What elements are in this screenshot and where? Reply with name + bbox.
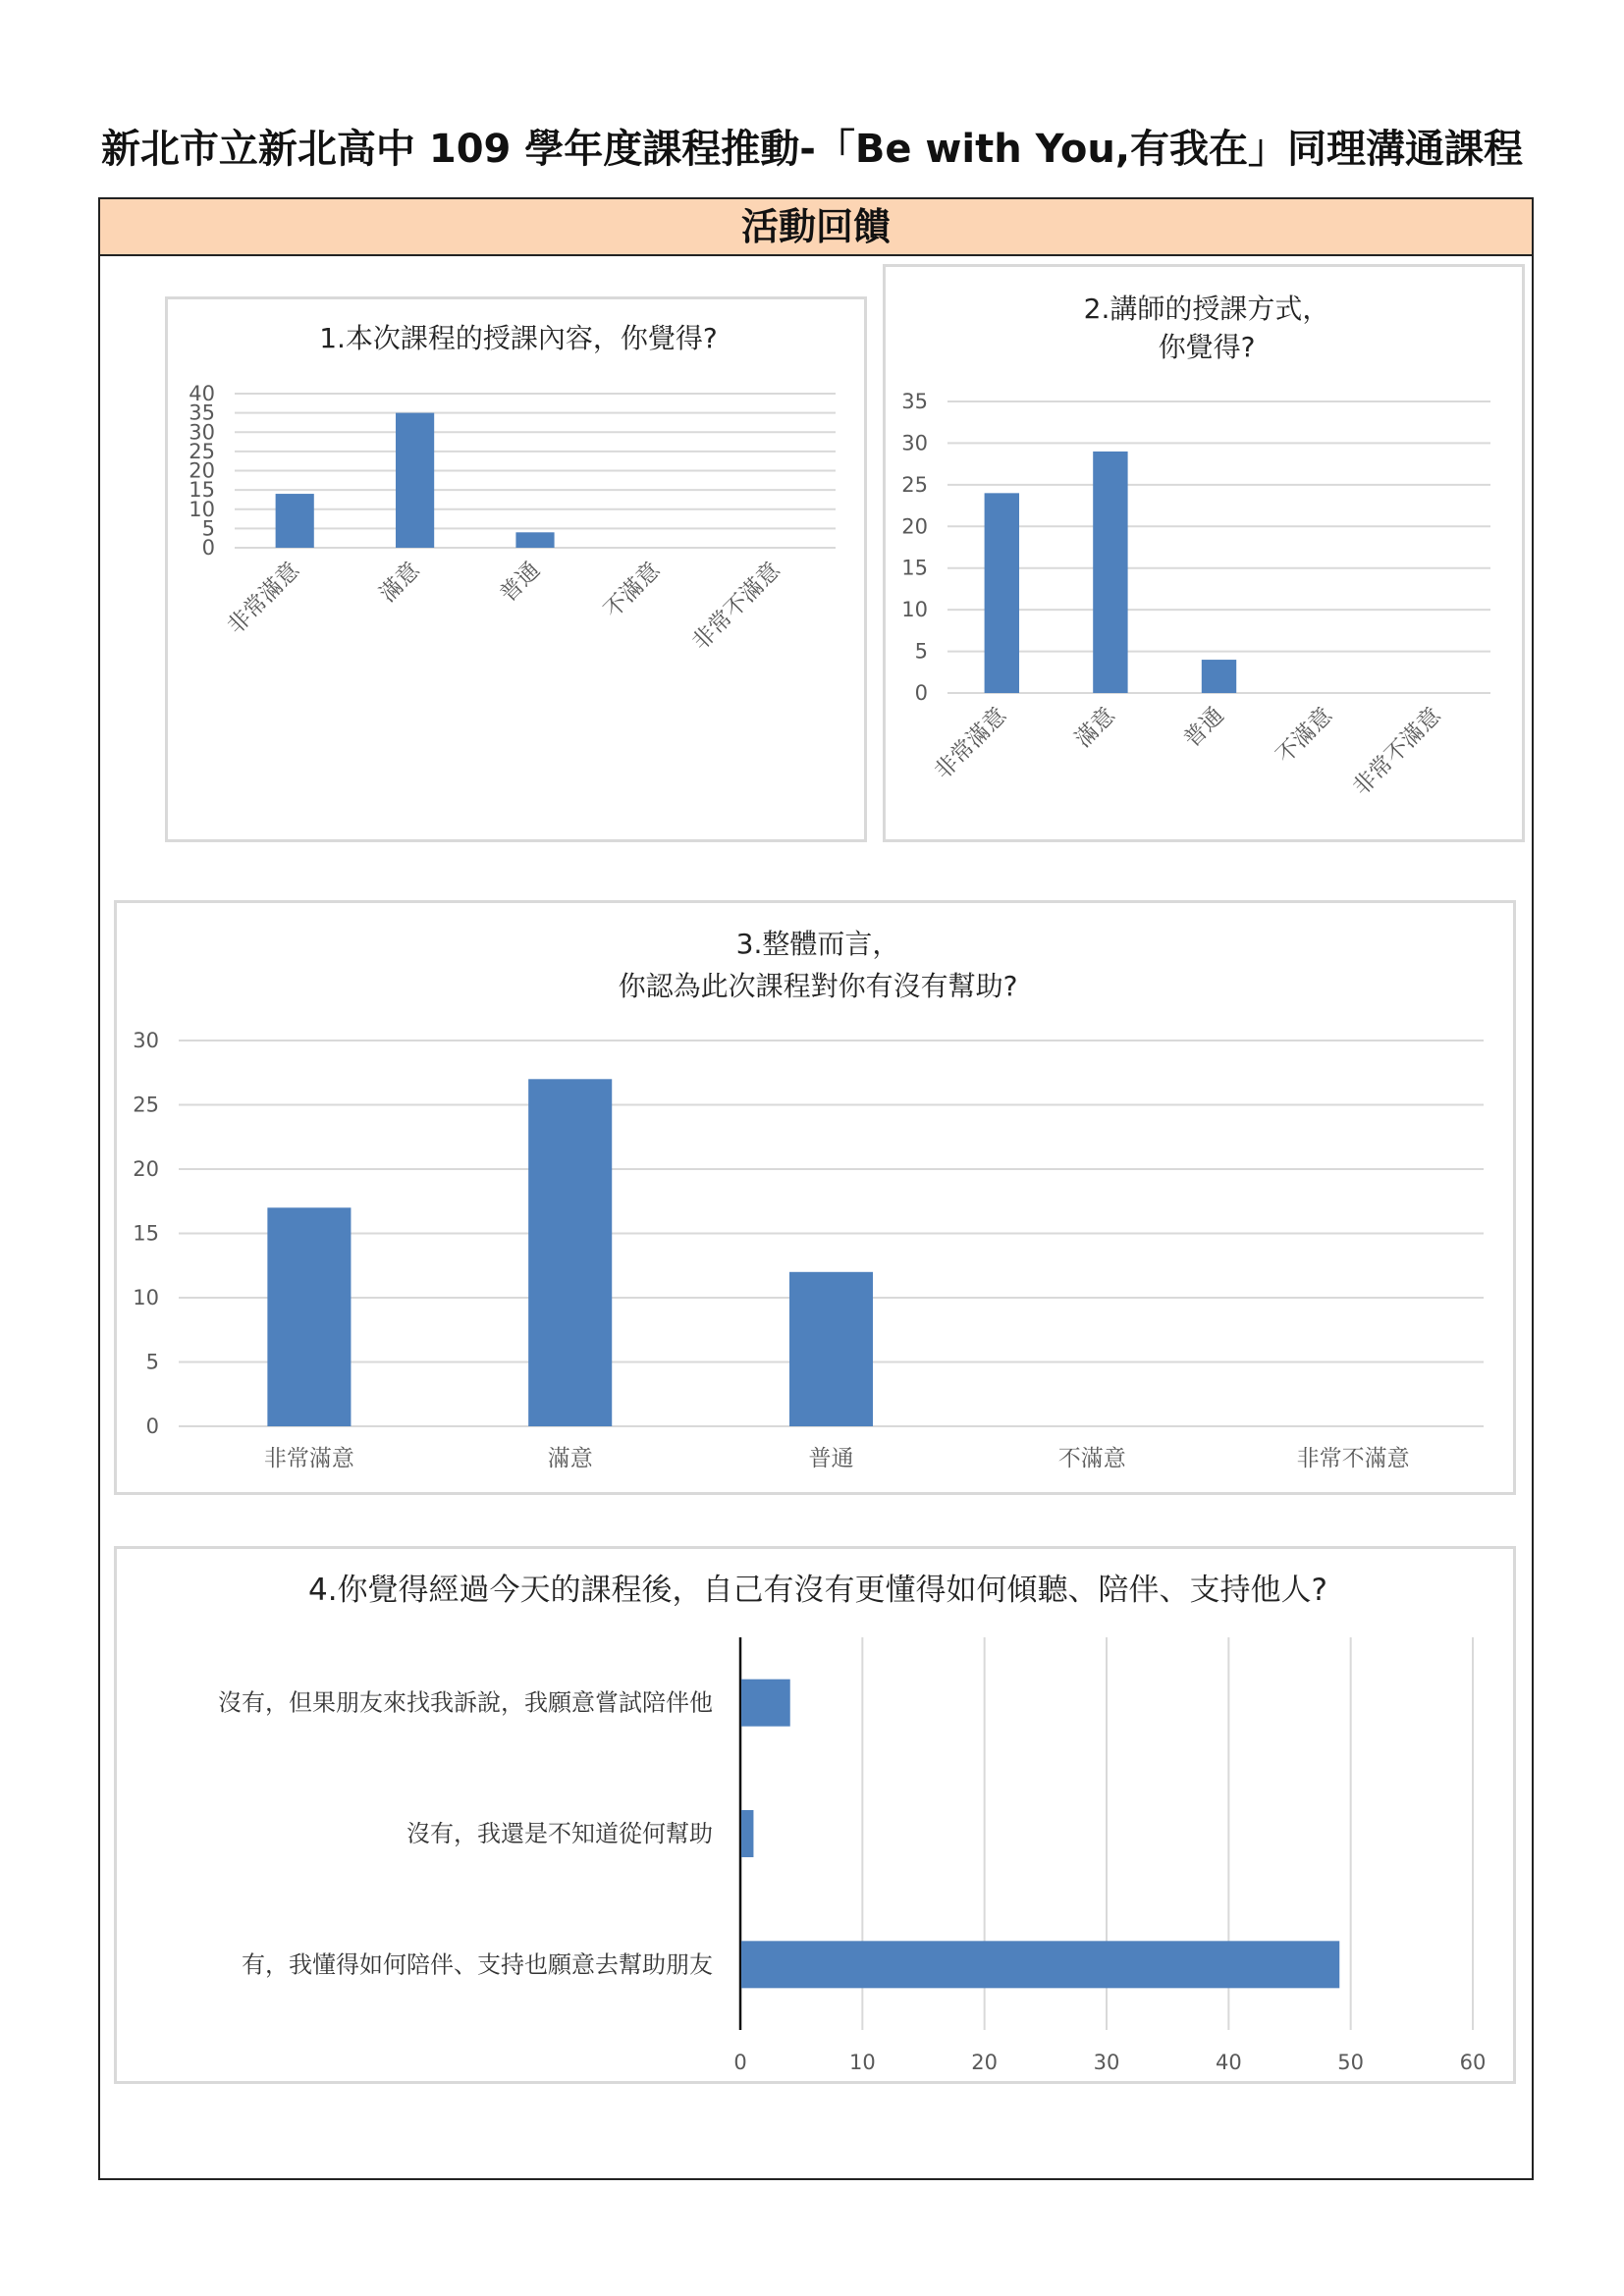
chart-3-title-line-1: 3.整體而言， <box>735 928 900 960</box>
bar-2 <box>396 413 434 548</box>
bar-1 <box>276 494 314 548</box>
category-label: 不滿意 <box>599 557 666 624</box>
chart-1-box <box>165 296 867 842</box>
chart-3 <box>117 903 1519 1498</box>
x-tick-label: 10 <box>848 2051 876 2074</box>
bar-1 <box>985 493 1019 693</box>
bar-3 <box>741 1941 1339 1988</box>
chart-1 <box>168 299 870 845</box>
bar-3 <box>789 1272 873 1426</box>
y-tick-label: 0 <box>201 536 215 560</box>
category-label: 普通 <box>1178 702 1229 753</box>
y-tick-label: 20 <box>901 514 928 539</box>
category-label: 非常滿意 <box>930 702 1012 785</box>
y-tick-label: 0 <box>145 1415 159 1438</box>
chart-4-box <box>114 1546 1516 2084</box>
chart-2-title-line-2: 你覺得? <box>1158 331 1256 363</box>
y-tick-label: 10 <box>133 1286 159 1309</box>
y-tick-label: 30 <box>901 431 928 455</box>
chart-3-box <box>114 900 1516 1495</box>
category-label: 沒有，但果朋友來找我訴說，我願意嘗試陪伴他 <box>218 1688 713 1717</box>
chart-1-title-line-1: 1.本次課程的授課內容，你覺得? <box>319 322 718 354</box>
y-tick-label: 15 <box>901 556 928 580</box>
category-label: 非常不滿意 <box>1348 702 1446 801</box>
category-label: 滿意 <box>374 557 425 608</box>
y-tick-label: 35 <box>901 390 928 413</box>
chart-2-box <box>883 264 1525 842</box>
category-label: 滿意 <box>547 1446 593 1471</box>
section-header: 活動回饋 <box>100 199 1532 256</box>
chart-4 <box>117 1549 1519 2087</box>
y-tick-label: 25 <box>133 1093 159 1117</box>
bar-1 <box>741 1680 790 1727</box>
x-tick-label: 60 <box>1459 2051 1487 2074</box>
y-tick-label: 20 <box>133 1157 159 1181</box>
y-tick-label: 0 <box>914 681 928 705</box>
category-label: 滿意 <box>1070 702 1121 753</box>
category-label: 非常不滿意 <box>687 557 786 656</box>
category-label: 非常滿意 <box>263 1446 354 1471</box>
y-tick-label: 25 <box>189 439 215 463</box>
x-tick-label: 20 <box>971 2051 999 2074</box>
chart-3-title-line-2: 你認為此次課程對你有沒有幫助? <box>618 970 1018 1002</box>
document-title: 新北市立新北高中 109 學年度課程推動-「Be with You,有我在」同理溝通課程 <box>100 127 1524 172</box>
category-label: 不滿意 <box>1057 1446 1126 1471</box>
category-label: 普通 <box>808 1446 854 1471</box>
y-tick-label: 10 <box>901 598 928 622</box>
category-label: 普通 <box>495 557 546 608</box>
x-tick-label: 40 <box>1215 2051 1242 2074</box>
category-label: 非常滿意 <box>223 557 305 640</box>
x-tick-label: 50 <box>1337 2051 1365 2074</box>
chart-4-title-line-1: 4.你覺得經過今天的課程後，自己有沒有更懂得如何傾聽、陪伴、支持他人? <box>307 1573 1328 1608</box>
y-tick-label: 15 <box>133 1221 159 1246</box>
bar-2 <box>741 1810 753 1857</box>
y-tick-label: 5 <box>145 1350 159 1374</box>
bar-2 <box>1093 452 1127 693</box>
category-label: 非常不滿意 <box>1296 1446 1410 1471</box>
chart-2-title-line-1: 2.講師的授課方式， <box>1083 293 1330 325</box>
y-tick-label: 10 <box>189 497 215 521</box>
bar-2 <box>528 1079 612 1426</box>
y-tick-label: 40 <box>189 382 215 405</box>
bar-3 <box>1202 660 1236 693</box>
bar-1 <box>267 1207 351 1426</box>
y-tick-label: 30 <box>189 420 215 445</box>
y-tick-label: 5 <box>201 516 215 541</box>
category-label: 沒有，我還是不知道從何幫助 <box>406 1820 713 1847</box>
y-tick-label: 30 <box>133 1029 159 1052</box>
x-tick-label: 0 <box>733 2051 747 2074</box>
y-tick-label: 35 <box>189 400 215 425</box>
y-tick-label: 20 <box>189 458 215 483</box>
category-label: 有，我懂得如何陪伴、支持也願意去幫助朋友 <box>242 1950 713 1979</box>
bar-3 <box>515 532 554 548</box>
chart-2 <box>886 267 1528 845</box>
y-tick-label: 5 <box>914 639 928 664</box>
category-label: 不滿意 <box>1272 702 1338 770</box>
y-tick-label: 25 <box>901 472 928 497</box>
x-tick-label: 30 <box>1093 2051 1120 2074</box>
y-tick-label: 15 <box>189 478 215 503</box>
